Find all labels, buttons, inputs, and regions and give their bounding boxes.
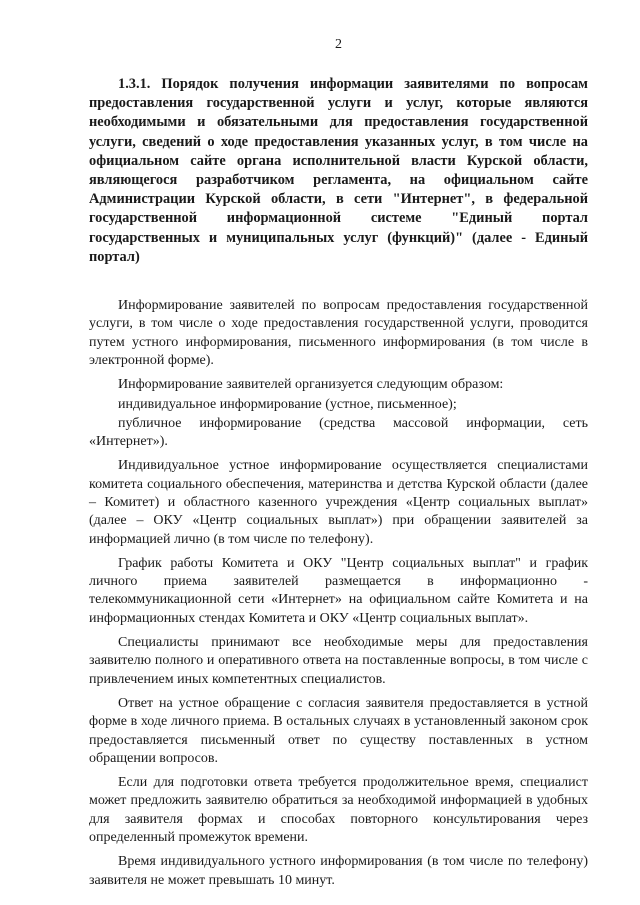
paragraph-work-schedule: График работы Комитета и ОКУ "Центр социальных выплат" и график личного приема заявителей размещается в информационно - телекоммуникационной сети «Интернет» на официальном сайте Комитета и на информационных стендах Комитета и ОКУ «Центр социальных выплат». bbox=[89, 555, 588, 626]
paragraph-time-limit: Время индивидуального устного информирования (в том числе по телефону) заявителя не может превышать 10 минут. bbox=[89, 854, 588, 888]
paragraph-oral-informing: Индивидуальное устное информирование осуществляется специалистами комитета социального обеспечения, материнства и детства Курской области (далее – Комитет) и областного казенного учреждения «Центр социальных выплат» (далее – ОКУ «Центр социальных выплат») при обращении заявителей за информацией лично (в том числе по телефону). bbox=[89, 458, 588, 547]
paragraph-specialists-measures: Специалисты принимают все необходимые меры для предоставления заявителю полного и оперативного ответа на поставленные вопросы, в том числе с привлечением иных компетентных специалистов. bbox=[89, 635, 588, 687]
paragraph-individual-informing: индивидуальное информирование (устное, письменное); bbox=[118, 396, 457, 412]
paragraph-long-preparation: Если для подготовки ответа требуется продолжительное время, специалист может предложить заявителю обратиться за необходимой информацией в удобных для заявителя формах и способах повторного консультирования через определенный промежуток времени. bbox=[89, 775, 588, 846]
paragraph-informing-methods: Информирование заявителей по вопросам предоставления государственной услуги, в том числе о ходе предоставления государственной услуги, проводится путем устного информирования, письменного информирования (в том числе в электронной форме). bbox=[89, 298, 588, 368]
page-number: 2 bbox=[335, 37, 342, 52]
paragraph-organization: Информирование заявителей организуется следующим образом: bbox=[118, 377, 504, 393]
paragraph-oral-answer: Ответ на устное обращение с согласия заявителя предоставляется в устной форме в ходе личного приема. В остальных случаях в установленный законом срок предоставляется письменный ответ по существу поставленных в устном обращении вопросов. bbox=[89, 695, 588, 766]
paragraph-public-informing: публичное информирование (средства массовой информации, сеть «Интернет»). bbox=[89, 415, 588, 450]
section-body bbox=[89, 297, 588, 890]
section-heading: 1.3.1. Порядок получения информации заявителями по вопросам предоставления государственной услуги и услуг, которые являются необходимыми и обязательными для предоставления государственной услуги, сведений о ходе предоставления указанных услуг, в том числе на официальном сайте органа исполнительной власти Курской области, являющегося разработчиком регламента, на официальном сайте Администрации Курской области, в сети "Интернет", в федеральной государственной информационной системе "Единый портал государственных и муниципальных услуг (функций)" (далее - Единый портал) bbox=[89, 76, 588, 265]
